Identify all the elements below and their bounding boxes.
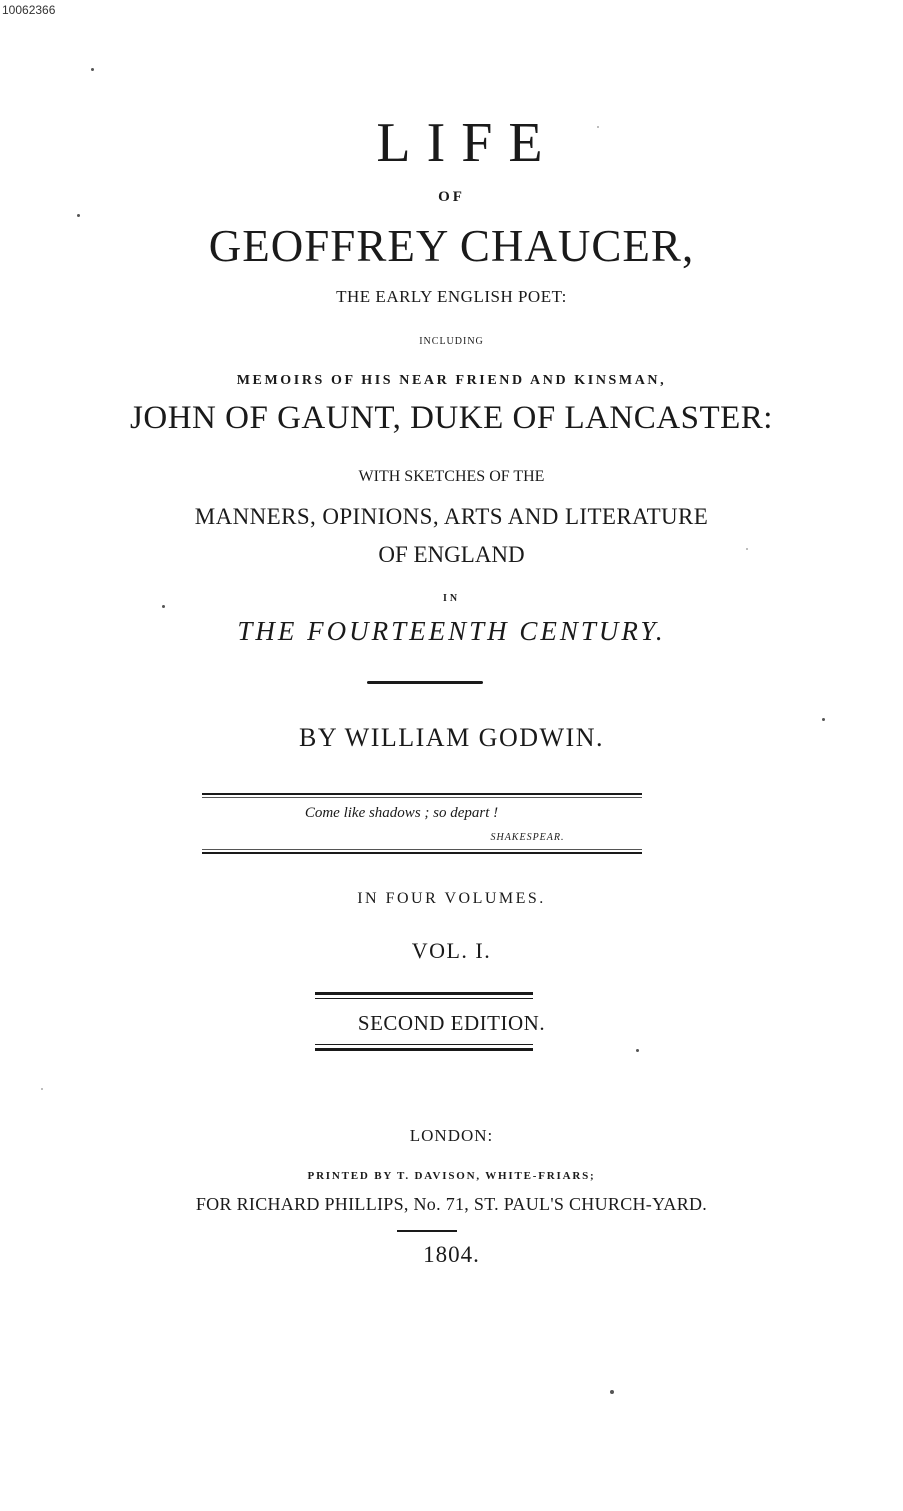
page-id: 10062366 bbox=[2, 3, 56, 17]
imprint-publisher: FOR RICHARD PHILLIPS, No. 71, ST. PAUL'S CHURCH-YARD. bbox=[195, 1194, 708, 1214]
ornamental-rule bbox=[367, 681, 483, 684]
scan-speck bbox=[91, 68, 94, 71]
scan-speck bbox=[77, 214, 80, 217]
volume-number: VOL. I. bbox=[411, 938, 492, 963]
scan-speck bbox=[636, 1049, 639, 1052]
edition-rule-bottom bbox=[315, 1048, 533, 1051]
imprint-rule bbox=[397, 1230, 457, 1232]
scan-speck bbox=[41, 1088, 43, 1090]
title-sketches: WITH SKETCHES OF THE bbox=[358, 468, 545, 485]
epigraph-rule-top-thin bbox=[202, 797, 642, 798]
scan-speck bbox=[610, 1390, 614, 1394]
scan-speck bbox=[822, 718, 825, 721]
edition-rule-bottom-thin bbox=[315, 1044, 533, 1045]
title-in: IN bbox=[442, 593, 461, 604]
title-including: INCLUDING bbox=[419, 336, 484, 347]
author-line: BY WILLIAM GODWIN. bbox=[298, 723, 604, 752]
volumes-line: IN FOUR VOLUMES. bbox=[357, 890, 546, 907]
edition-rule-top-thin bbox=[315, 998, 533, 999]
title-life: LIFE bbox=[376, 112, 559, 174]
edition-rule-top bbox=[315, 992, 533, 995]
title-manners: MANNERS, OPINIONS, ARTS AND LITERATURE bbox=[194, 504, 709, 529]
epigraph-rule-top bbox=[202, 793, 642, 795]
title-person: JOHN OF GAUNT, DUKE OF LANCASTER: bbox=[130, 400, 773, 436]
title-subject: GEOFFREY CHAUCER, bbox=[208, 221, 695, 271]
epigraph-rule-bottom bbox=[202, 852, 642, 854]
edition-line: SECOND EDITION. bbox=[357, 1011, 546, 1035]
epigraph-quote: Come like shadows ; so depart ! bbox=[304, 805, 499, 821]
title-descriptor: THE EARLY ENGLISH POET: bbox=[336, 287, 567, 306]
scan-speck bbox=[162, 605, 165, 608]
imprint-year: 1804. bbox=[423, 1242, 480, 1267]
epigraph-rule-bottom-thin bbox=[202, 849, 642, 850]
scan-speck bbox=[746, 548, 748, 550]
title-memoirs: MEMOIRS OF HIS NEAR FRIEND AND KINSMAN, bbox=[236, 373, 667, 388]
scan-speck bbox=[597, 126, 599, 128]
imprint-city: LONDON: bbox=[409, 1126, 494, 1145]
title-england: OF ENGLAND bbox=[378, 542, 525, 567]
title-of: OF bbox=[438, 189, 465, 205]
imprint-printer: PRINTED BY T. DAVISON, WHITE-FRIARS; bbox=[307, 1170, 596, 1182]
epigraph-attribution: SHAKESPEAR. bbox=[490, 832, 565, 843]
title-century: THE FOURTEENTH CENTURY. bbox=[237, 616, 666, 646]
